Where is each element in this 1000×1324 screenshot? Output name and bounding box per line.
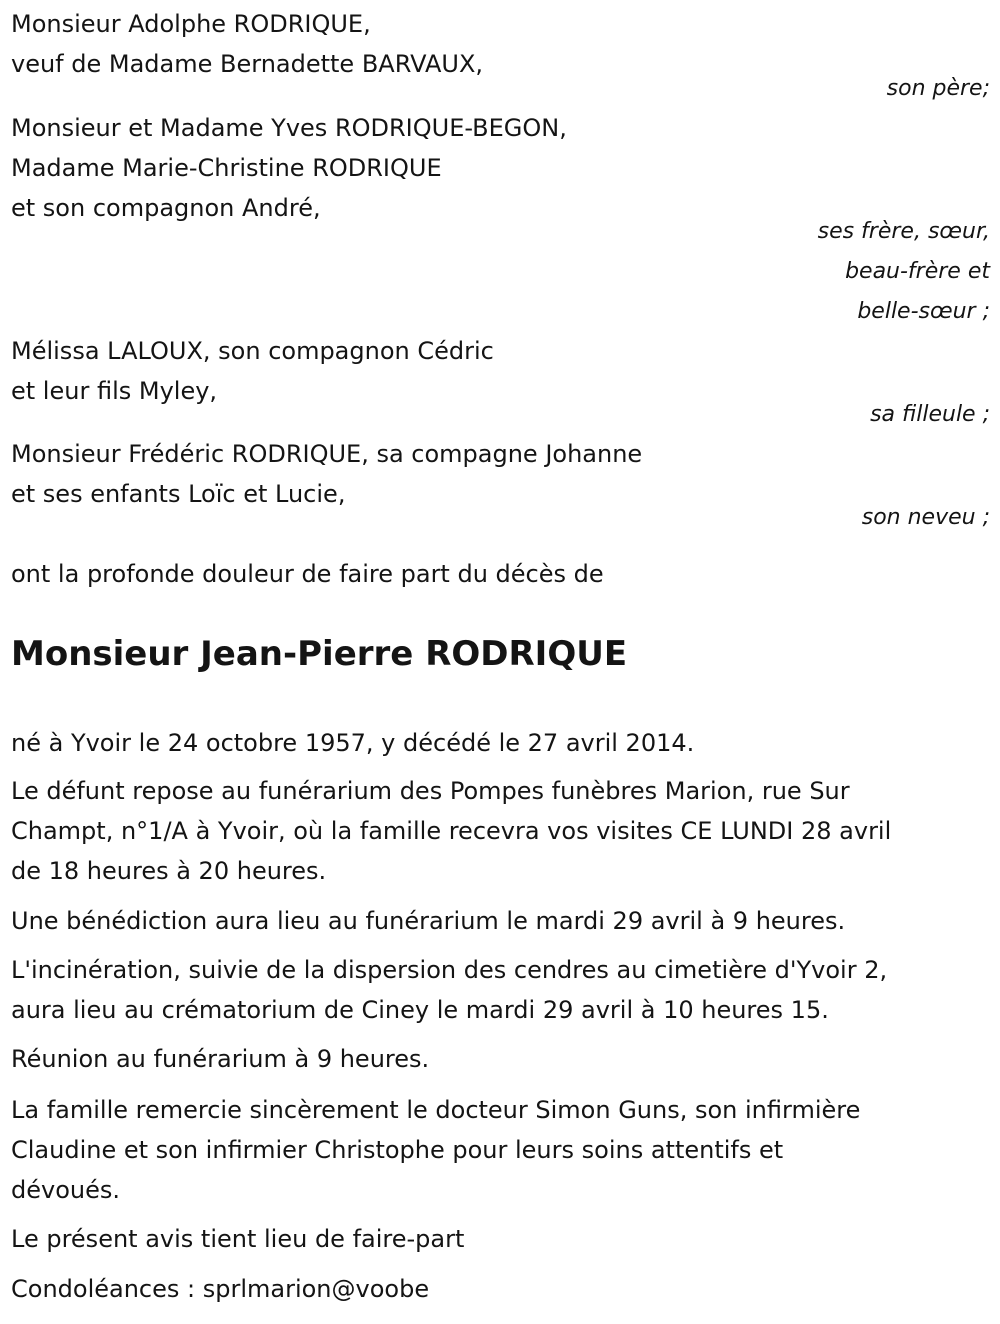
relation-label: belle-sœur ; [857,299,990,324]
family-line: et ses enfants Loïc et Lucie, [11,480,346,508]
paragraph-line: L'incinération, suivie de la dispersion des cendres au cimetière d'Yvoir 2, [11,956,888,984]
relation-label: son père; [886,76,990,101]
family-line: Mélissa LALOUX, son compagnon Cédric [11,337,494,365]
paragraph-line: La famille remercie sincèrement le docteur Simon Guns, son infirmière [11,1096,861,1124]
paragraph-line: Le présent avis tient lieu de faire-part [11,1225,465,1253]
paragraph-line: Champt, n°1/A à Yvoir, où la famille recevra vos visites CE LUNDI 28 avril [11,817,892,845]
condolences-line: Condoléances : sprlmarion@voobe [11,1275,430,1303]
paragraph-line: Une bénédiction aura lieu au funérarium le mardi 29 avril à 9 heures. [11,907,846,935]
relation-label: sa filleule ; [870,402,990,427]
relation-label: son neveu ; [861,505,990,530]
deceased-name: Monsieur Jean-Pierre RODRIQUE [11,634,628,674]
paragraph-line: de 18 heures à 20 heures. [11,857,327,885]
family-line: Monsieur Adolphe RODRIQUE, [11,10,371,38]
paragraph-line: dévoués. [11,1176,120,1204]
relation-label: beau-frère et [845,259,990,284]
family-line: Madame Marie-Christine RODRIQUE [11,154,442,182]
family-line: Monsieur Frédéric RODRIQUE, sa compagne Johanne [11,440,643,468]
family-line: veuf de Madame Bernadette BARVAUX, [11,50,484,78]
paragraph-line: Réunion au funérarium à 9 heures. [11,1045,430,1073]
family-line: et leur fils Myley, [11,377,218,405]
family-line: et son compagnon André, [11,194,321,222]
family-line: Monsieur et Madame Yves RODRIQUE-BEGON, [11,114,567,142]
relation-label: ses frère, sœur, [817,219,990,244]
paragraph-line: aura lieu au crématorium de Ciney le mardi 29 avril à 10 heures 15. [11,996,829,1024]
announcement: ont la profonde douleur de faire part du décès de [11,560,604,588]
paragraph-line: Le défunt repose au funérarium des Pompes funèbres Marion, rue Sur [11,777,850,805]
paragraph-line: né à Yvoir le 24 octobre 1957, y décédé le 27 avril 2014. [11,729,695,757]
paragraph-line: Claudine et son infirmier Christophe pour leurs soins attentifs et [11,1136,784,1164]
